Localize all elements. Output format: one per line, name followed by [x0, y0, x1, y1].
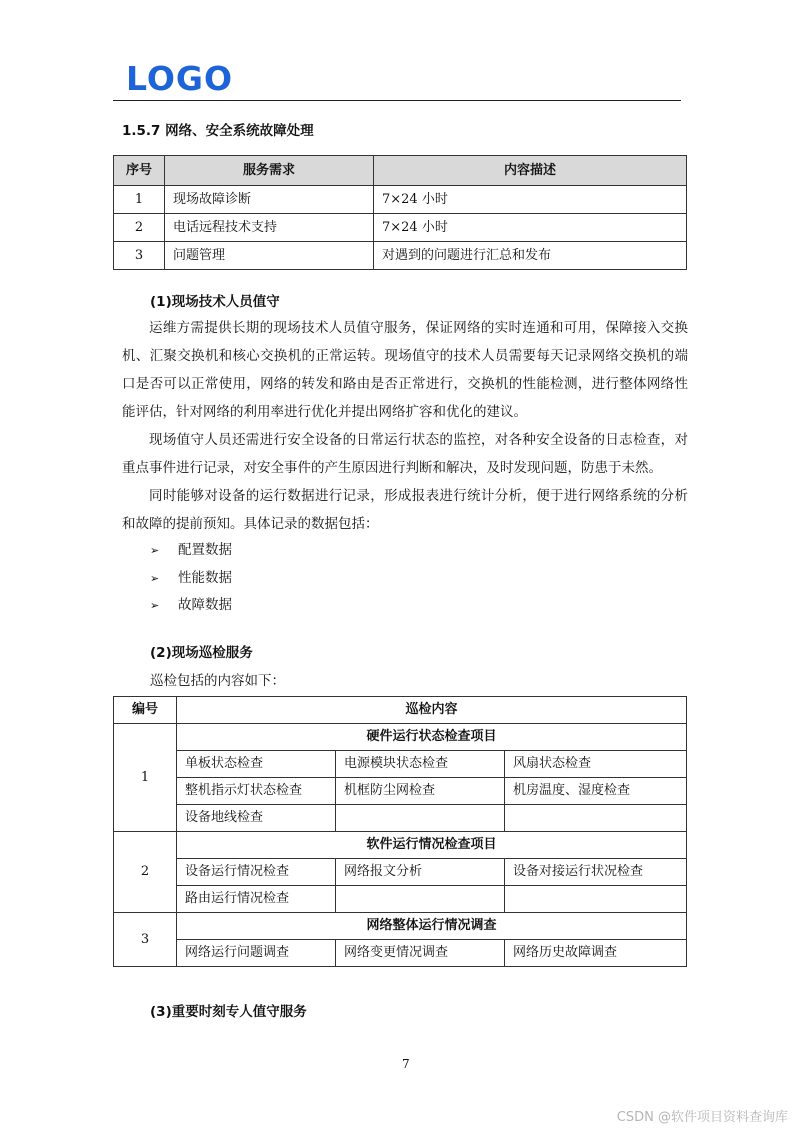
bullet-text: 配置数据	[178, 542, 232, 558]
table-cell: 机房温度、湿度检查	[505, 778, 687, 805]
group-number: 3	[114, 913, 177, 967]
group-number: 2	[114, 832, 177, 913]
table-cell: 设备对接运行状况检查	[505, 859, 687, 886]
table-cell: 设备运行情况检查	[177, 859, 336, 886]
table-cell: 现场故障诊断	[165, 186, 374, 214]
logo: LOGO	[126, 59, 234, 98]
table-cell: 网络历史故障调查	[505, 940, 687, 967]
table-row	[114, 913, 687, 940]
table-cell: 2	[114, 214, 165, 242]
subsection-title: (2)现场巡检服务	[150, 645, 253, 661]
table-cell: 1	[114, 186, 165, 214]
table-cell: 单板状态检查	[177, 751, 336, 778]
table-cell: 整机指示灯状态检查	[177, 778, 336, 805]
bullet-item	[150, 538, 232, 558]
bullet-item	[150, 566, 232, 586]
table-cell	[336, 886, 505, 913]
table-header-row	[114, 156, 687, 186]
arrow-bullet-icon: ➢	[150, 599, 160, 612]
table-cell: 3	[114, 242, 165, 270]
table-cell: 电话远程技术支持	[165, 214, 374, 242]
subsection-title: (1)现场技术人员值守	[150, 294, 280, 310]
table-row	[114, 805, 687, 832]
group-title: 网络整体运行情况调查	[177, 913, 687, 940]
table-cell: 7×24 小时	[374, 186, 687, 214]
subsection-title: (3)重要时刻专人值守服务	[150, 1004, 307, 1020]
table-cell: 风扇状态检查	[505, 751, 687, 778]
table-cell: 电源模块状态检查	[336, 751, 505, 778]
section-title: 1.5.7 网络、安全系统故障处理	[122, 123, 314, 139]
header-cell: 内容描述	[374, 156, 687, 186]
table-cell: 7×24 小时	[374, 214, 687, 242]
table-cell: 设备地线检查	[177, 805, 336, 832]
paragraph: 现场值守人员还需进行安全设备的日常运行状态的监控，对各种安全设备的日志检查，对重点事件进行记录，对安全事件的产生原因进行判断和解决，及时发现问题，防患于未然。	[122, 432, 688, 476]
paragraph: 同时能够对设备的运行数据进行记录，形成报表进行统计分析，便于进行网络系统的分析和故障的提前预知。具体记录的数据包括：	[122, 488, 688, 532]
table-cell	[336, 805, 505, 832]
bullet-text: 性能数据	[178, 570, 232, 586]
inspection-table	[113, 696, 687, 967]
table-row	[114, 186, 687, 214]
table-cell: 网络运行问题调查	[177, 940, 336, 967]
table-cell: 机框防尘网检查	[336, 778, 505, 805]
header-divider	[113, 100, 681, 101]
table-row	[114, 832, 687, 859]
table-row	[114, 751, 687, 778]
table-cell: 网络报文分析	[336, 859, 505, 886]
header-cell: 编号	[114, 697, 177, 724]
table-row	[114, 214, 687, 242]
header-cell: 序号	[114, 156, 165, 186]
table-row	[114, 778, 687, 805]
table-cell	[505, 805, 687, 832]
header-cell: 服务需求	[165, 156, 374, 186]
service-table	[113, 155, 687, 270]
group-title: 软件运行情况检查项目	[177, 832, 687, 859]
header-cell: 巡检内容	[177, 697, 687, 724]
group-number: 1	[114, 724, 177, 832]
table-cell: 路由运行情况检查	[177, 886, 336, 913]
table-cell	[505, 886, 687, 913]
intro-text: 巡检包括的内容如下：	[150, 673, 285, 689]
table-row	[114, 886, 687, 913]
table-cell: 对遇到的问题进行汇总和发布	[374, 242, 687, 270]
page-number: 7	[402, 1057, 410, 1071]
table-row	[114, 859, 687, 886]
table-cell: 问题管理	[165, 242, 374, 270]
bullet-item	[150, 593, 232, 613]
arrow-bullet-icon: ➢	[150, 544, 160, 557]
watermark: CSDN @软件项目资料查询库	[616, 1110, 788, 1125]
arrow-bullet-icon: ➢	[150, 572, 160, 585]
table-cell: 网络变更情况调查	[336, 940, 505, 967]
table-header-row	[114, 697, 687, 724]
table-row	[114, 242, 687, 270]
group-title: 硬件运行状态检查项目	[177, 724, 687, 751]
bullet-text: 故障数据	[178, 597, 232, 613]
table-row	[114, 940, 687, 967]
table-row	[114, 724, 687, 751]
paragraph: 运维方需提供长期的现场技术人员值守服务，保证网络的实时连通和可用，保障接入交换机、汇聚交换机和核心交换机的正常运转。现场值守的技术人员需要每天记录网络交换机的端口是否可以正常使用，网络的转发和路由是否正常进行，交换机的性能检测，进行整体网络性能评估，针对网络的利用率进行优化并提出网络扩容和优化的建议。	[122, 320, 688, 420]
